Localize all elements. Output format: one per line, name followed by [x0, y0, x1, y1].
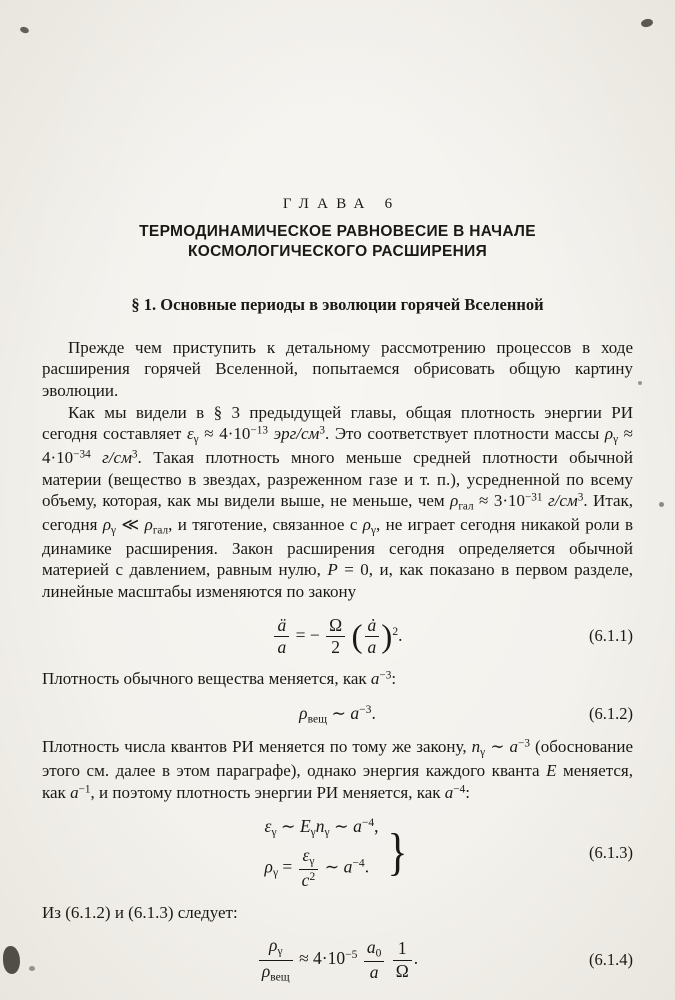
paragraph-matter-density: Плотность обычного вещества меняется, как $a^{-3}$:: [42, 669, 397, 689]
equation-6-1-4-body: $\frac{\rho_\gamma}{\rho_{вещ}}$ ≈ $4\cdot 10^{-5}$ $\frac{a_0}{a}$ $\frac{1}{\Omega}$ .: [257, 936, 418, 984]
chapter-title-line1: ТЕРМОДИНАМИЧЕСКОЕ РАВНОВЕСИЕ В НАЧАЛЕ: [139, 223, 536, 240]
equation-6-1-2-body: $\rho_{вещ}$ ∼ $a^{-3}$.: [299, 702, 376, 726]
paragraph-quanta: Плотность числа квантов РИ меняется по тому же закону, $n_\gamma$ ∼ $a^{-3}$ (обоснование этого см. далее в этом параграфе), однако энергия каждого кванта E меняется, как $a^{-1}$, и поэтому плотность энергии РИ меняется, как $a^{-4}$:: [42, 737, 634, 802]
equation-6-1-3-number: (6.1.3): [589, 843, 633, 863]
scan-artifact: [3, 946, 20, 974]
paragraph-intro: Прежде чем приступить к детальному рассмотрению процессов в ходе расширения горячей Вселенной, попытаемся обрисовать общую картину эволюции.: [42, 337, 633, 401]
chapter-title: [42, 222, 633, 263]
scan-artifact: [19, 26, 29, 34]
scan-artifact: [640, 18, 653, 28]
paragraph-follows: Из (6.1.2) и (6.1.3) следует:: [42, 902, 238, 922]
equation-6-1-1-number: (6.1.1): [589, 626, 633, 646]
equation-6-1-3-line1: $\varepsilon_\gamma$ ∼ $E_\gamma n_\gamma$ ∼ $a^{-4}$,: [264, 816, 379, 839]
equation-6-1-3-lines: [265, 816, 379, 890]
section-heading: § 1. Основные периоды в эволюции горячей Вселенной: [131, 294, 544, 314]
equation-6-1-1: [42, 616, 633, 658]
equation-6-1-1-body: $\frac{ä}{a}$ = − $\frac{\Omega}{2}$ ( $\frac{ȧ}{a}$ )$^2$.: [272, 616, 402, 658]
equation-6-1-2-number: (6.1.2): [589, 703, 633, 723]
equation-6-1-3-body: [265, 816, 411, 890]
paragraph-density: Как мы видели в § 3 предыдущей главы, общая плотность энергии РИ сегодня составляет $\varepsilon_\gamma \approx 4\cdot 10^{-13}$ эрг/$см^3$. Это соответствует плотности массы $\rho_\gamma \approx 4\cdot 10^{-34}$ $г/см^3$. Такая плотность много меньше средней плотности обычной материи (вещество в звездах, разреженном газе и т. п.), усредненной по всему объему, которая, как мы видели выше, не меньше, чем $\rho_{гал} \approx 3\cdot 10^{-31}$ $г/см^3$. Итак, сегодня $\rho_\gamma$ ≪ $\rho_{гал}$, и тяготение, связанное с $\rho_\gamma$, не играет сегодня никакой роли в динамике расширения. Закон расширения сегодня определяется обычной материей с давлением, равным нулю, P = 0, и, как показано в первом разделе, линейные масштабы изменяются по закону: [42, 402, 634, 601]
scan-artifact: [659, 502, 664, 507]
system-brace: }: [387, 824, 408, 882]
equation-6-1-4-number: (6.1.4): [589, 950, 633, 970]
equation-6-1-3-line2: $\rho_\gamma$ = $\frac{\varepsilon_\gamma}{c^2}$ ∼ $a^{-4}$.: [264, 844, 370, 891]
chapter-heading: ГЛАВА 6: [282, 196, 401, 212]
equation-6-1-3: [42, 816, 633, 890]
scan-artifact: [638, 381, 642, 385]
equation-6-1-2: [42, 703, 633, 726]
chapter-title-line2: КОСМОЛОГИЧЕСКОГО РАСШИРЕНИЯ: [187, 243, 488, 261]
body-text: [42, 337, 633, 984]
scan-artifact: [29, 966, 35, 971]
equation-6-1-4: [42, 936, 633, 984]
